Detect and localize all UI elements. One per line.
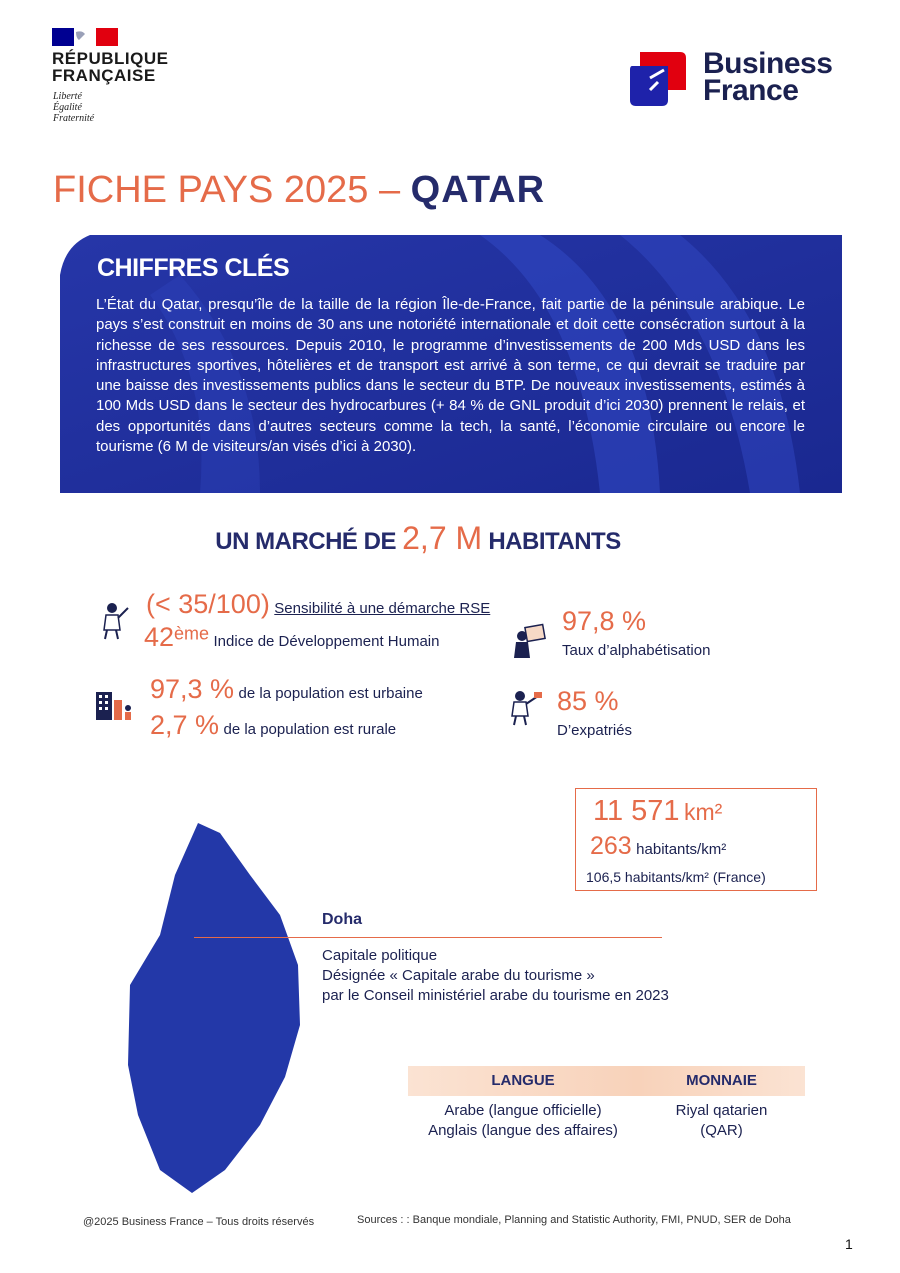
rse-stat [146, 589, 490, 619]
surface-unit: km² [684, 799, 723, 825]
density-unit: habitants/km² [636, 841, 727, 858]
language-header: LANGUE [408, 1066, 638, 1096]
qatar-map-icon [120, 815, 310, 1195]
rse-label: Sensibilité à une démarche RSE [274, 600, 491, 617]
city-buildings-icon [94, 686, 134, 722]
literacy-label: Taux d’alphabétisation [562, 642, 711, 659]
business-france-logo-icon [628, 48, 688, 108]
rse-value: (< 35/100) [146, 589, 270, 619]
page-number: 1 [845, 1236, 853, 1252]
sources: Sources : : Banque mondiale, Planning and Statistic Authority, FMI, PNUD, SER de Doha [357, 1214, 791, 1226]
idh-label: Indice de Développement Humain [213, 633, 440, 650]
traveler-icon [508, 688, 546, 726]
key-figures-text: L’État du Qatar, presqu’île de la taille de la région Île-de-France, fait partie de la péninsule arabique. Le pays s’est construit en moins de 30 ans une notoriété internationale et doit cette consécration surtout à la richesse de ses ressources. Depuis 2010, le programme d’investissements de 200 Mds USD dans les infrastructures sportives, hôtelières et de transport est arrivé à son terme, ce qui devrait se traduire par une baisse des investissements publics dans le secteur du BTP. De nouveaux investissements, estimés à 100 Mds USD dans le secteur des hydrocarbures (+ 84 % de GNL produit d’ici 2030) prennent le relais, et des opportunités dans d’autres secteurs comme la tech, la santé, l’économie circulaire ou encore le tourisme (6 M de visiteurs/an visés d’ici à 2030). [96, 296, 805, 456]
area-box [575, 788, 817, 891]
literacy-value: 97,8 % [562, 606, 647, 636]
idh-value: 42 [144, 622, 175, 652]
expat-value: 85 % [557, 686, 619, 716]
surface-value: 11 571 [593, 795, 680, 827]
rural-label: de la population est rurale [223, 721, 397, 738]
page-title: FICHE PAYS 2025 – QATAR [53, 169, 546, 211]
republic-motto: Liberté Égalité Fraternité [53, 91, 95, 124]
density-value: 263 [590, 832, 632, 860]
capital-name: Doha [322, 911, 362, 928]
currency-values: Riyal qatarien (QAR) [675, 1102, 768, 1139]
person-presenting-icon [98, 600, 132, 640]
currency-header: MONNAIE [638, 1066, 805, 1096]
idh-sup: ème [174, 623, 210, 644]
expat-label: D’expatriés [557, 722, 633, 739]
person-reading-icon [510, 622, 548, 660]
expat-stat [557, 686, 632, 739]
idh-stat [144, 622, 439, 652]
rural-stat [150, 710, 396, 740]
business-france-wordmark: Business France [703, 47, 833, 107]
market-heading: UN MARCHÉ DE 2,7 M HABITANTS [215, 520, 621, 556]
urban-value: 97,3 % [150, 674, 235, 704]
rural-value: 2,7 % [150, 710, 220, 740]
urban-stat [150, 674, 423, 704]
language-values: Arabe (langue officielle) Anglais (langue des affaires) [428, 1102, 618, 1139]
capital-divider [194, 937, 662, 938]
copyright: @2025 Business France – Tous droits réservés [83, 1216, 315, 1228]
capital-description: Capitale politique Désignée « Capitale arabe du tourisme » par le Conseil ministériel arabe du tourisme en 2023 [322, 947, 669, 1004]
urban-label: de la population est urbaine [238, 685, 423, 702]
france-density: 106,5 habitants/km² (France) [586, 869, 766, 885]
marianne-flag-icon [52, 28, 118, 46]
key-figures-heading: CHIFFRES CLÉS [97, 254, 290, 282]
republique-francaise-label: RÉPUBLIQUE FRANÇAISE [52, 49, 169, 85]
literacy-stat [562, 606, 710, 659]
